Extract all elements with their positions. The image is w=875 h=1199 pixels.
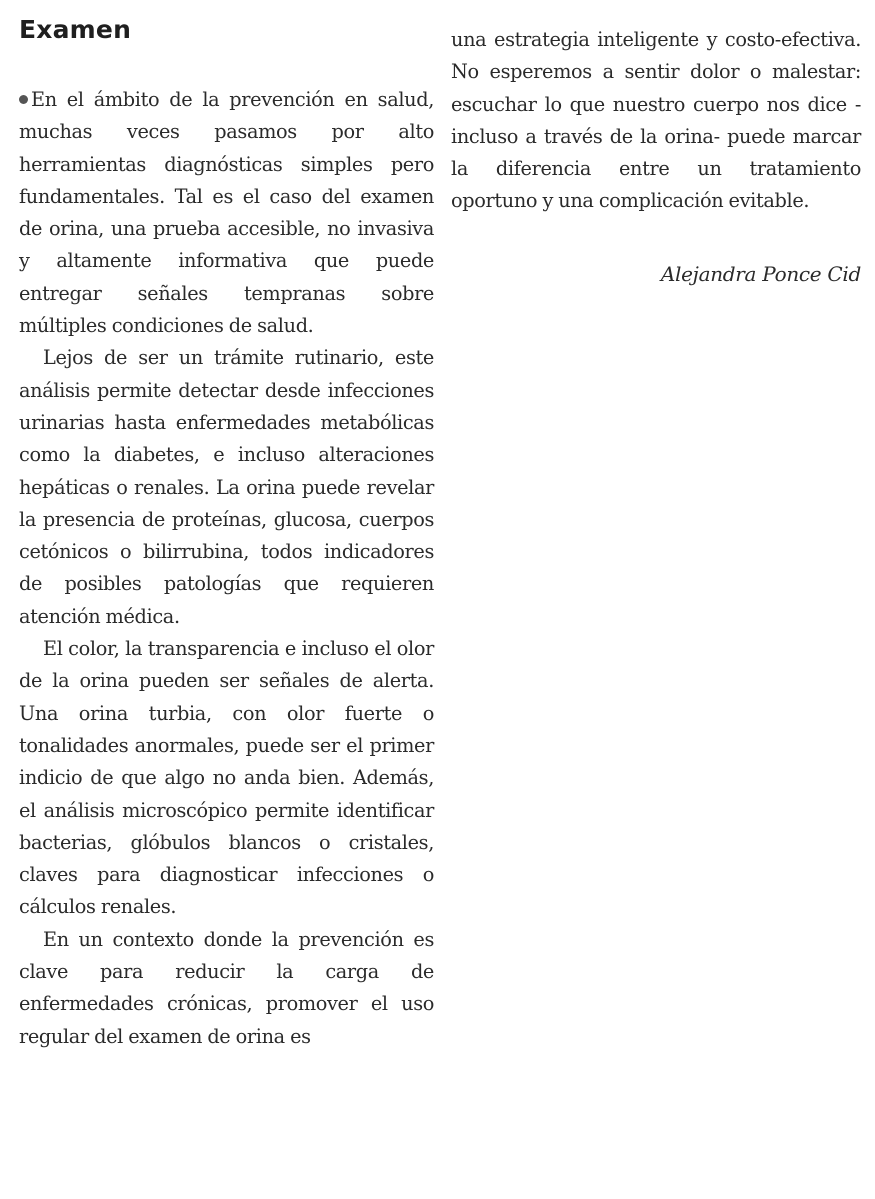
article-paragraph-1 bbox=[19, 84, 434, 342]
bullet-icon bbox=[19, 95, 28, 104]
paragraph-1-text: En el ámbito de la prevención en salud, muchas veces pasamos por alto herramientas diagnósticas simples pero fundamentales. Tal es el caso del examen de orina, una prueba accesible, no invasiva y altamente informativa que puede entregar señales tempranas sobre múltiples condiciones de salud. bbox=[19, 88, 434, 338]
article-paragraph-3: El color, la transparencia e incluso el olor de la orina pueden ser señales de alerta. Una orina turbia, con olor fuerte o tonalidades anormales, puede ser el primer indicio de que algo no anda bien. Además, el análisis microscópico permite identificar bacterias, glóbulos blancos o cristales, claves para diagnosticar infecciones o cálculos renales. bbox=[19, 637, 434, 919]
article-author: Alejandra Ponce Cid bbox=[660, 261, 861, 286]
article-left-column bbox=[19, 14, 434, 1053]
article-paragraph-4: En un contexto donde la prevención es clave para reducir la carga de enfermedades crónicas, promover el uso regular del examen de orina es bbox=[19, 927, 434, 1048]
article-title: Examen bbox=[19, 15, 132, 44]
article-paragraph-continuation: una estrategia inteligente y costo-efectiva. No esperemos a sentir dolor o malestar: escuchar lo que nuestro cuerpo nos dice -incluso a través de la orina- puede marcar la diferencia entre un tratamiento oportuno y una complicación evitable. bbox=[451, 28, 861, 213]
article-paragraph-2: Lejos de ser un trámite rutinario, este análisis permite detectar desde infecciones urinarias hasta enfermedades metabólicas como la diabetes, e incluso alteraciones hepáticas o renales. La orina puede revelar la presencia de proteínas, glucosa, cuerpos cetónicos o bilirrubina, todos indicadores de posibles patologías que requieren atención médica. bbox=[19, 346, 434, 628]
article-right-column bbox=[451, 24, 861, 290]
